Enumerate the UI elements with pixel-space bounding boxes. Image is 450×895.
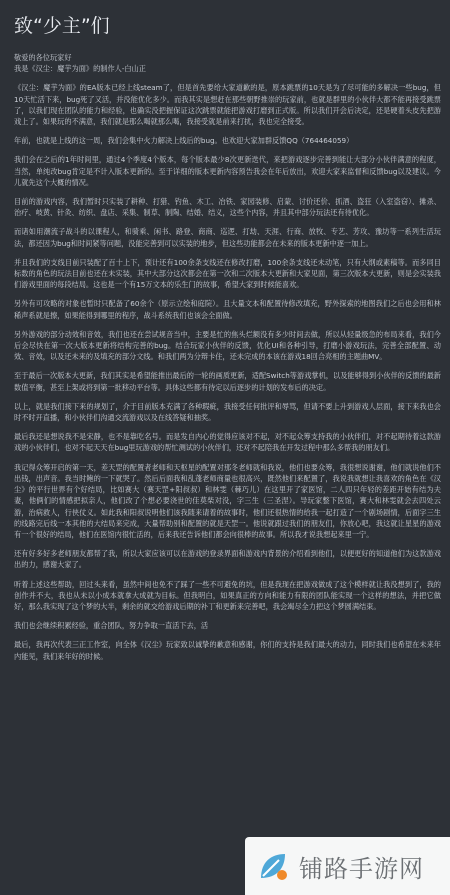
paragraph-apology: 最后我还是想说我不是宋静，也不是靠吃名号。而是发自内心的觉得应该对不起，对不起众筹支持我的小伙伴们，对不起期待着这款游戏的小伙伴们，也对不起天天在bug里玩游戏的帮忙测试的小伙伴们，还对不起陪我在开发过程中那么多帮我的朋友们。 xyxy=(14,432,441,453)
page-title: 致“少主”们 xyxy=(14,15,110,37)
paragraph-keep-going: 我们也会继续积累经验，重合团队，努力争取一直活下去，活 xyxy=(14,621,209,631)
paragraph-crowdfunding-story: 我记得众筹开启的第一天，差天罡的配置者老师和天枢星的配置对那冬老师就和我说，他们也要众筹，我很想说谢谢，他们就说他们不出钱，出声音。我当时鲍的一下就哭了。然后后面我和乱蓬老师商量也很高兴，既然他们来配置了，我说我就想让我喜欢的角色在《汉尘》的平行世界有个好结局，比如赛大（赛天罡+阳叔叔）和林雯（棘巧儿）在这里开了家医馆，二人四只年轻的差距开始有结为夫妻，他俩们的情感把拟亲人，他们改了个想必要浇世的佳莫柴对没，字三生（三圣涅）。导玩家整下医馆，赛大和林雯就会去四处云游，治病救人，行侠仗义。如此我和阳叔说明他们该我随来请着的故事时，他们还很热情的给我一起打造了一个剧场剧情，后面字三生的线路完后线一本其他的大结局来完成，大量帮助别和配置的就是天罡一。他说就跟过我们的朋友们，你放心吧，我这就让星星的游戏有一个很好的结局，他们在医馆内很忙活的，后来我还告诉他们都会向很棒的故事。所以我才说我想起来里一宁。 xyxy=(14,462,441,539)
paving-leaf-icon xyxy=(255,848,291,884)
paragraph-effects: 另外游戏的部分动效和音效，我们也还在尝试规音当中，主要是忙的焦头烂额没有多少时间去做，所以从轻量级急的布局来看，我们今后会尽快在第一次大版本更新将结构完善的bug。结合玩家小伙伴的反馈，优化UI和各种引导，打磨小游戏玩法，完善全部配置、动效、音效，以及还未来的及填充的部分文线。和我们两为分辩卡住，还未完成的本该在游戏18回合亮相的主题曲MV。 xyxy=(14,329,441,362)
paragraph-thanks: 还有好多好多老师朋友都帮了我，所以大家应该可以在游戏的登录界面和游戏内背景的介绍看到他们，以便更好的知道他们为这款游戏出的力，感谢大家了。 xyxy=(14,549,441,570)
author-line: 我是《汉尘：魔芋为面》的制作人-白山正 xyxy=(14,64,146,74)
paragraph-reflection: 听着上述这些帮助，回过头来看，虽然中间也免不了踩了一些不可避免的坑，但是我现在把游戏做成了这个模样就让我没想到了，我的创作并不大，我也从未以小成本就拿大成就为目标。但我明白，如果真正的方向和能力有限的团队能实现一个这样的想法，并把它做好，那么我实现了这个梦的大半，剩余的就交给游戏后期的补丁和更新来完善吧，我会竭尽全力把这个梦圆满结束。 xyxy=(14,579,441,611)
site-watermark xyxy=(245,837,450,895)
paragraph-closing: 最后，我再次代表三正工作室，向全体《汉尘》玩家致以诚挚的歉意和感谢，你们的支持是我们最大的动力，同时我们也希望在未来年内能见，我们来年好的时候。 xyxy=(14,640,441,661)
paragraph-bugfix-qq: 年前，也就是上线的这一周，我们会集中火力解决上线后的bug。也欢迎大家加群反馈QQ（764464059） xyxy=(14,136,354,146)
greeting-line: 敬爱的各位玩家好 xyxy=(14,53,72,62)
paragraph-current-content: 目前的游戏内容，我们暂时只实装了耕种、打猎、钓鱼、木工、冶铁、家园装修、启蒙、讨价还价、抓酒、盗狂（入室盗窃）、摊杀、治疗、岐黄、针灸、纺织、盘店、采集、制草、制陶、结婚、结义，这些个内容，并且其中部分玩法还有待优化。 xyxy=(14,197,441,218)
paragraph-roadmap: 我们会在之后的1年时间里，通过4个季度4个版本，每个版本最少8次更新迭代，来把游戏逐步完善到能让大部分小伙伴满意的程度，当然，单纯改bug肯定是不计入版本更新的。至于详细的版本更新内容预告我会在年后放出，欢迎大家来监督和反馈bug以及建议。今儿就先这个大概的情况。 xyxy=(14,155,441,187)
paragraph-ea-launch: 《汉尘：魔芋为面》的EA版本已经上线steam了，但是首先要给大家道歉的是，原本跳票的10天是为了尽可能的多解决一些bug，但10天忙活下来，bug死了又活，并没能优化多少。而我其实是想赶在那些朝野推崇的玩家前，也就是群里的小伙伴大都不能再接受跳票了，以我们现在团队的能力和经验，也确实没把握保证这次跳票就能把游戏打磨到正式版。所以我们开会后决定，还是硬着头皮先把游戏上了。如果玩的不满意，我们就是那么喝就那么喝，我接受就是前来打扰，我也完全接受。 xyxy=(14,83,441,127)
greeting xyxy=(14,52,441,74)
paragraph-future-content: 而诸如用潮流子战斗的以课程人，和骑乘、闲书、路登、商商、巡逻、打劫、天涯、行商、放牧、专艺、芳攻、豫坊等一系列生活玩法，都还因为bug和时间紧等问题，没能完善到可以实装的地步，但这些功能都会在未来的版本更新中逐一加上。 xyxy=(14,227,441,248)
paragraph-plan-summary: 以上，就是我们接下来的规划了，介于目前版本充满了各种瑕疵，我接受任何批评和辱骂，但请不要上升到游戏人层面，接下来我也会时不时开直播，和小伙伴们沟通交流游戏以及在线答疑和抽奖。 xyxy=(14,401,441,423)
paragraph-final-update: 至于最后一次版本大更新，我们其实是希望能推出最后的一轮的画质更新，适配Switch等游戏掌机，以及能够得到小伙伴的反馈的最新数值平衡，甚至上架或将到第一批移动平台等。具体这些都有待定以后逐步的计划的发布后的决定。 xyxy=(14,371,441,392)
watermark-text: 铺路手游网 xyxy=(299,854,424,883)
paragraph-sidequests: 并且我们的支线目前只装配了百十上下，预计还有100余条支线还在修改打磨，100余条支线还未动笔，只有大纲或素稿等。而多同目标数的角色的玩法目前也还在未实装，其中大部分这次都会在第一次和二次版本大更新和大家见面，第三次版本大更新，则是会实装我们游戏里面的每段结局。这也是一个有15万文本的乐生门的故事，希望大家到时候能喜欢。 xyxy=(14,257,441,290)
paragraph-romance: 另外有可攻略的对象也暂时只配备了60余个（原示立绘和庭院）。且大量文本和配置待修改填充，野外探索的地图我们之后也会用和林稀声系就是擦，如果能得到哪里的程序，战斗系统我们也该会全面做。 xyxy=(14,299,441,320)
